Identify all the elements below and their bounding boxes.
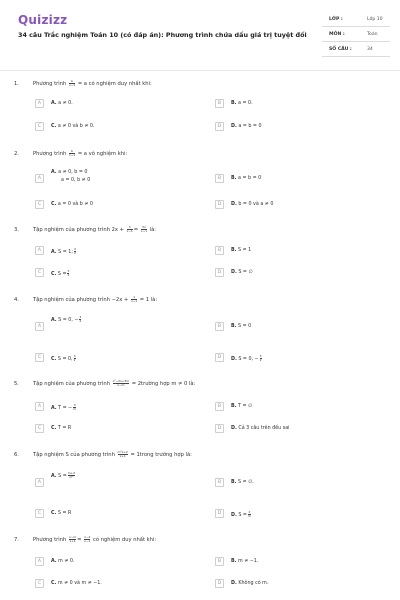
option-text: A. a ≠ 0, b = 0	[51, 170, 88, 175]
option-letter: C	[37, 511, 42, 516]
fraction: $\frac{2}{m}$	[247, 510, 251, 519]
question-text	[33, 150, 127, 157]
option-text: C. a ≠ 0 và b ≠ 0.	[51, 124, 95, 129]
question-number: 6.	[14, 452, 19, 458]
option-letter: D	[217, 426, 222, 431]
option-text: A. S = 1; $\frac{3}{2}$	[51, 247, 76, 256]
question-number: 4.	[14, 297, 19, 303]
option-text: A. m ≠ 0.	[51, 559, 75, 564]
question-text	[33, 380, 195, 387]
question-number: 7.	[14, 537, 19, 543]
option-text: A. S = 0, − $\frac{3}{2}$	[51, 315, 82, 324]
option-letter: C	[37, 202, 42, 207]
option-text: D. S = ∅	[231, 270, 253, 275]
option-letter: A	[37, 101, 42, 106]
fraction: $\frac{3x}{x-1}$	[140, 225, 147, 234]
option-text: C. T = R	[51, 426, 72, 431]
option-text: B. a = 0.	[231, 101, 253, 106]
option-text: A. S = $\frac{m+2}{\text{m²}}$	[51, 471, 76, 480]
fraction: $\frac{3}{x-1}$	[126, 225, 133, 234]
option-text: D. a = b = 0	[231, 124, 262, 129]
question-number: 1.	[14, 81, 19, 87]
question-text	[33, 451, 192, 458]
document-header	[0, 0, 400, 70]
question-text: Tập nghiệm của phương trình 2x + $\frac{3}{x-1}$ = $\frac{3x}{x-1}$ là:	[33, 225, 157, 234]
info-key: SỐ CÂU :	[329, 47, 352, 52]
option-text: D. S = 0, − $\frac{3}{2}$	[231, 354, 262, 363]
info-box	[322, 13, 390, 57]
fraction: $\frac{3}{m}$	[73, 403, 77, 412]
fraction: $\frac{b}{x-1}$	[68, 79, 76, 88]
fraction: $\frac{x-2}{x-1}$	[84, 535, 91, 544]
option-letter: D	[217, 511, 222, 516]
info-key: MÔN :	[329, 32, 345, 37]
question-text-after: là:	[149, 227, 157, 234]
fraction: $\frac{3}{2}$	[73, 354, 76, 363]
question-number: 3.	[14, 227, 19, 233]
fraction: $\frac{\text{m²x+2}}{x+1}$	[117, 450, 128, 459]
fraction: $\frac{m+2}{\text{m²}}$	[67, 471, 76, 480]
fraction: $\frac{3}{2}$	[259, 354, 262, 363]
question-text-before: Phương trình	[33, 537, 67, 544]
question-text-before: Tập nghiệm của phương trình	[33, 381, 110, 388]
question-text-before: Tập nghiệm của phương trình 2x +	[33, 227, 124, 234]
question-text-after: = a vô nghiệm khi:	[77, 151, 128, 158]
info-row-subject	[322, 28, 390, 42]
option-text: B. S = ∅.	[231, 480, 254, 485]
option-letter: A	[37, 324, 42, 329]
option-text: C. S = R	[51, 511, 72, 516]
question-text	[33, 80, 152, 87]
option-text: B. S = 0	[231, 324, 252, 329]
info-row-class	[322, 13, 390, 27]
option-letter: D	[217, 270, 222, 275]
option-text: B. S = 1	[231, 248, 252, 253]
option-letter: A	[37, 176, 42, 181]
option-letter: B	[217, 559, 222, 564]
option-text: C. S = 0, $\frac{3}{2}$	[51, 354, 76, 363]
option-letter: C	[37, 581, 42, 586]
header-divider	[0, 70, 400, 71]
option-letter: D	[217, 355, 222, 360]
option-text: C. S = $\frac{3}{2}$	[51, 269, 70, 278]
fraction: $\frac{x-m}{x+1}$	[68, 535, 77, 544]
option-text: C. m ≠ 0 và m ≠ −1.	[51, 581, 102, 586]
option-text: D. Không có m.	[231, 581, 269, 586]
option-text: D. Cả 3 câu trên đều sai	[231, 426, 290, 431]
option-text: A. a ≠ 0.	[51, 101, 73, 106]
option-letter: A	[37, 480, 42, 485]
quizizz-logo: Quizizz	[18, 13, 68, 27]
option-text: C. a = 0 và b ≠ 0	[51, 202, 93, 207]
option-text: B. m ≠ −1.	[231, 559, 259, 564]
question-text: Phương trình $\frac{x-m}{x+1}$ = $\frac{x-2}{x-1}$ có nghiệm duy nhất khi:	[33, 535, 157, 544]
info-key: LỚP :	[329, 17, 343, 22]
fraction: $\frac{b}{x-1}$	[68, 149, 76, 158]
document-title: 34 câu Trắc nghiệm Toán 10 (có đáp án): Phương trình chứa dấu giá trị tuyệt đối	[18, 31, 307, 39]
option-text: B. T = ∅	[231, 404, 253, 409]
question-text	[33, 296, 157, 303]
info-value: 34	[367, 47, 373, 52]
option-text: B. a = b = 0	[231, 176, 262, 181]
fraction: $\frac{\text{x²−2x+3m}}{x-m}$	[112, 379, 130, 388]
question-number: 5.	[14, 381, 19, 387]
option-letter: D	[217, 124, 222, 129]
option-letter: B	[217, 324, 222, 329]
option-text: A. T = − $\frac{3}{m}$	[51, 403, 77, 412]
question-number: 2.	[14, 151, 19, 157]
info-row-count	[322, 43, 390, 57]
question-text-before: Tập nghiệm của phương trình −2x +	[33, 297, 129, 304]
option-letter: B	[217, 404, 222, 409]
info-value: Toán	[367, 32, 378, 37]
info-value: Lớp 10	[367, 17, 383, 22]
option-letter: B	[217, 480, 222, 485]
option-letter: B	[217, 101, 222, 106]
option-letter: C	[37, 270, 42, 275]
question-text-after: = a có nghiệm duy nhất khi:	[77, 81, 152, 88]
question-text-after: có nghiệm duy nhất khi:	[93, 537, 157, 544]
question-text-after: = 1trong trường hợp là:	[130, 452, 192, 459]
fraction: $\frac{3}{2}$	[67, 269, 70, 278]
option-letter: B	[217, 176, 222, 181]
option-text-line2: a = 0, b ≠ 0	[61, 178, 91, 183]
option-letter: C	[37, 124, 42, 129]
question-text-before: Tập nghiệm S của phương trình	[33, 452, 115, 459]
question-text-after: = 1 là:	[139, 297, 158, 304]
option-text: D. b = 0 và a ≠ 0	[231, 202, 274, 207]
fraction: $\frac{1}{x-1}$	[130, 295, 138, 304]
fraction: $\frac{3}{2}$	[73, 247, 76, 256]
question-text-before: Phương trình	[33, 151, 67, 158]
option-letter: C	[37, 355, 42, 360]
option-letter: A	[37, 404, 42, 409]
fraction: $\frac{3}{2}$	[79, 315, 82, 324]
option-letter: B	[217, 248, 222, 253]
option-letter: D	[217, 202, 222, 207]
option-letter: D	[217, 581, 222, 586]
option-text: D. S = $\frac{2}{m}$	[231, 510, 251, 519]
option-letter: A	[37, 248, 42, 253]
option-letter: A	[37, 559, 42, 564]
question-text-after: = 2trường hợp m ≠ 0 là:	[131, 381, 196, 388]
question-text-before: Phương trình	[33, 81, 67, 88]
option-letter: C	[37, 426, 42, 431]
